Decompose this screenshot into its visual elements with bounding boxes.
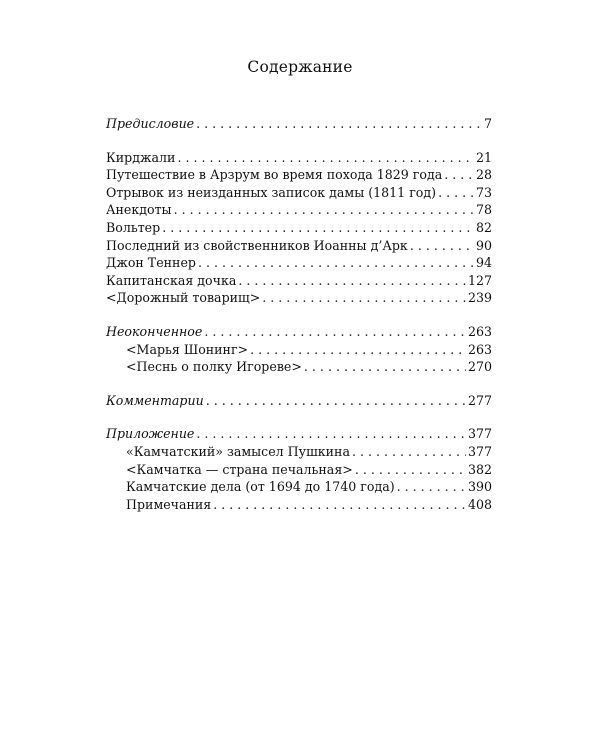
- toc-entry: [106, 237, 492, 255]
- section-gap: [106, 307, 492, 323]
- toc-entry-label: Отрывок из неизданных записок дамы (1811 год): [106, 184, 437, 200]
- dot-leader: [304, 358, 466, 376]
- section-gap: [106, 133, 492, 149]
- toc-entry: [106, 341, 492, 359]
- toc-entry: [106, 461, 492, 479]
- dot-leader: [352, 443, 466, 461]
- toc-entry: [106, 496, 492, 514]
- dot-leader: [355, 461, 466, 479]
- toc-entry-label: «Камчатский» замысел Пушкина: [126, 443, 350, 459]
- dot-leader: [174, 201, 474, 219]
- table-of-contents: [106, 115, 492, 513]
- toc-entry-page: 7: [483, 116, 492, 131]
- toc-entry-page: 73: [475, 184, 492, 200]
- dot-leader: [196, 115, 482, 133]
- toc-entry-label: Кирджали: [106, 149, 176, 165]
- toc-entry-page: 90: [475, 237, 492, 253]
- section-gap: [106, 409, 492, 425]
- toc-entry-page: 28: [475, 167, 492, 183]
- dot-leader: [204, 323, 466, 341]
- dot-leader: [162, 219, 474, 237]
- dot-leader: [213, 496, 466, 514]
- toc-entry-label: Предисловие: [106, 116, 195, 131]
- dot-leader: [198, 254, 474, 272]
- toc-entry: [106, 254, 492, 272]
- toc-entry-page: 263: [467, 341, 492, 357]
- toc-entry-page: 408: [467, 496, 492, 512]
- toc-entry: [106, 272, 492, 290]
- toc-entry-label: <Песнь о полку Игореве>: [126, 359, 302, 375]
- toc-entry-label: Вольтер: [106, 219, 161, 235]
- dot-leader: [206, 392, 466, 410]
- toc-entry: [106, 289, 492, 307]
- toc-entry-label: Последний из свойственников Иоанны д’Арк: [106, 237, 408, 253]
- toc-entry-page: 377: [467, 426, 492, 442]
- dot-leader: [444, 166, 474, 184]
- dot-leader: [196, 425, 466, 443]
- dot-leader: [410, 237, 474, 255]
- toc-entry-label: <Дорожный товарищ>: [106, 290, 261, 306]
- toc-entry: [106, 425, 492, 443]
- dot-leader: [250, 341, 466, 359]
- dot-leader: [177, 149, 474, 167]
- toc-entry-page: 277: [467, 392, 492, 408]
- toc-entry: [106, 392, 492, 410]
- section-gap: [106, 376, 492, 392]
- toc-entry-page: 390: [467, 479, 492, 495]
- toc-entry-page: 382: [467, 461, 492, 477]
- toc-entry-page: 78: [475, 202, 492, 218]
- toc-entry-label: Джон Теннер: [106, 255, 196, 271]
- toc-entry-label: Капитанская дочка: [106, 272, 237, 288]
- toc-entry: [106, 166, 492, 184]
- toc-entry: [106, 219, 492, 237]
- toc-entry: [106, 149, 492, 167]
- toc-entry-page: 94: [475, 255, 492, 271]
- toc-entry-page: 21: [475, 149, 492, 165]
- toc-entry-page: 263: [467, 323, 492, 339]
- dot-leader: [397, 478, 466, 496]
- toc-entry: [106, 478, 492, 496]
- toc-entry-page: 127: [467, 272, 492, 288]
- toc-entry: [106, 201, 492, 219]
- toc-entry-page: 82: [475, 219, 492, 235]
- toc-entry: [106, 443, 492, 461]
- toc-entry: [106, 323, 492, 341]
- toc-entry-label: Анекдоты: [106, 202, 172, 218]
- toc-entry-page: 377: [467, 443, 492, 459]
- toc-entry-label: Путешествие в Арзрум во время похода 1829 года: [106, 167, 443, 183]
- toc-entry-label: <Камчатка — страна печальная>: [126, 461, 353, 477]
- toc-entry: [106, 115, 492, 133]
- toc-entry-page: 239: [467, 290, 492, 306]
- toc-entry-label: <Марья Шонинг>: [126, 341, 249, 357]
- page-title: Содержание: [247, 58, 353, 76]
- dot-leader: [238, 272, 466, 290]
- toc-entry: [106, 358, 492, 376]
- toc-entry: [106, 184, 492, 202]
- toc-entry-page: 270: [467, 359, 492, 375]
- toc-entry-label: Примечания: [126, 496, 212, 512]
- dot-leader: [438, 184, 474, 202]
- toc-entry-label: Комментарии: [106, 392, 204, 408]
- dot-leader: [262, 289, 466, 307]
- toc-entry-label: Приложение: [106, 426, 195, 442]
- toc-entry-label: Камчатские дела (от 1694 до 1740 года): [126, 479, 395, 495]
- toc-entry-label: Неоконченное: [106, 323, 203, 339]
